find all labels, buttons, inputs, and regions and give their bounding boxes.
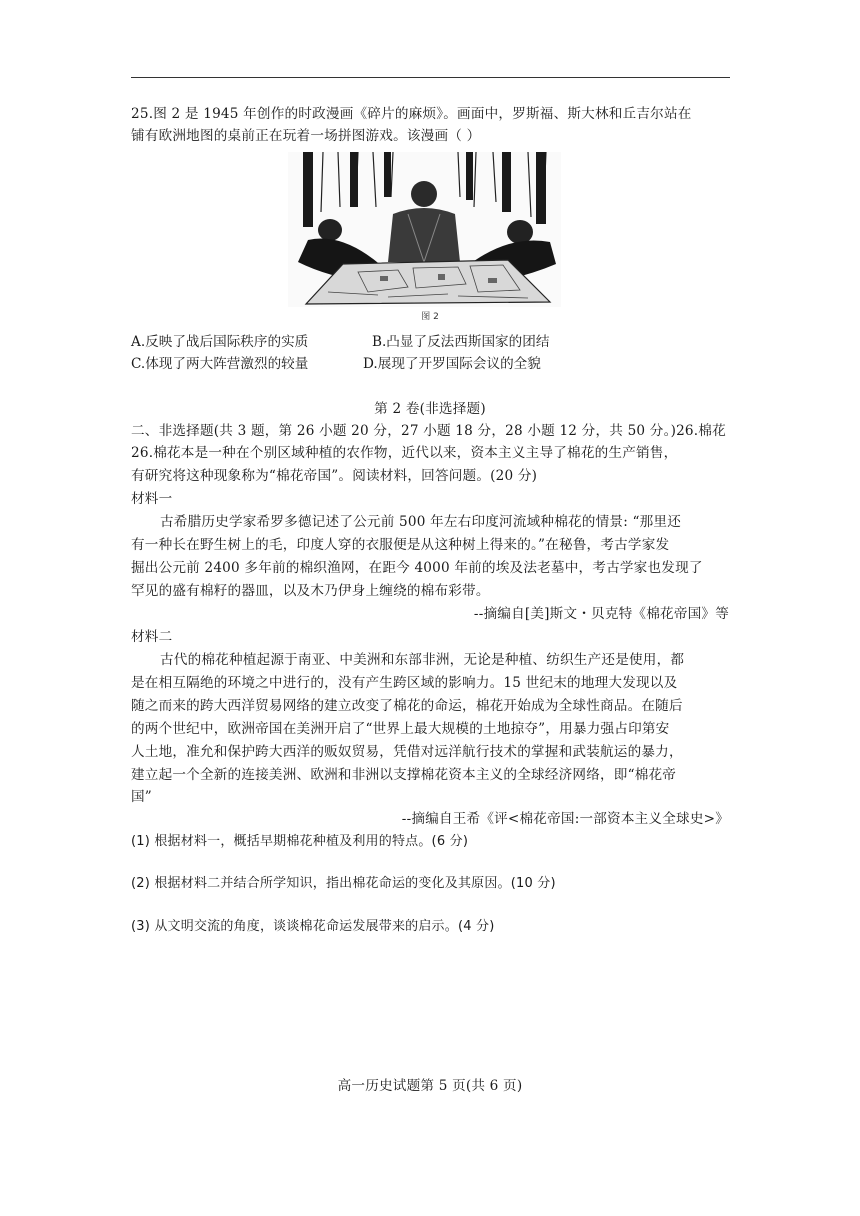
- material2-line: 是在相互隔绝的环境之中进行的，没有产生跨区域的影响力。15 世纪末的地理大发现以及: [131, 675, 678, 691]
- material1-heading: 材料一: [131, 491, 173, 507]
- section-title: 第 2 卷(非选择题): [374, 401, 486, 417]
- section-intro-line1: 二、非选择题(共 3 题，第 26 小题 20 分，27 小题 18 分，28 小题 12 分，共 50 分。)26.棉花: [131, 423, 726, 439]
- material2-line: 随之而来的跨大西洋贸易网络的建立改变了棉花的命运，棉花开始成为全球性商品。在随后: [131, 698, 683, 714]
- material1-source: --摘编自[美]斯文・贝克特《棉花帝国》等: [473, 606, 729, 622]
- material2-line: 的两个世纪中，欧洲帝国在美洲开启了“世界上最大规模的土地掠夺”，用暴力强占印第安: [131, 721, 670, 737]
- figure-caption: 图 2: [421, 312, 439, 322]
- option-d: D.展现了开罗国际会议的全貌: [363, 356, 541, 372]
- section-intro-line3: 有研究将这种现象称为“棉花帝国”。阅读材料，回答问题。(20 分): [131, 468, 538, 484]
- question-3: (3) 从文明交流的角度，谈谈棉花命运发展带来的启示。(4 分): [131, 919, 495, 934]
- header-rule: [131, 77, 730, 78]
- option-b: B.凸显了反法西斯国家的团结: [372, 334, 550, 350]
- material2-line: 建立起一个全新的连接美洲、欧洲和非洲以支撑棉花资本主义的全球经济网络，即“棉花帝: [131, 767, 677, 783]
- material2-line: 人土地，准允和保护跨大西洋的贩奴贸易，凭借对远洋航行技术的掌握和武装航运的暴力，: [131, 744, 683, 760]
- question-2: (2) 根据材料二并结合所学知识，指出棉花命运的变化及其原因。(10 分): [131, 876, 556, 891]
- political-cartoon-figure: [288, 152, 561, 307]
- material2-source: --摘编自王希《评<棉花帝国:一部资本主义全球史>》: [401, 811, 729, 827]
- q25-stem-line2: 铺有欧洲地图的桌前正在玩着一场拼图游戏。该漫画（ ）: [131, 128, 481, 144]
- material1-line: 有一种长在野生树上的毛，印度人穿的衣服便是从这种树上得来的。”在秘鲁，考古学家发: [131, 537, 670, 553]
- page-footer: 高一历史试题第 5 页(共 6 页): [337, 1078, 523, 1094]
- material1-line: 罕见的盛有棉籽的器皿，以及木乃伊身上缠绕的棉布彩带。: [131, 583, 490, 599]
- material1-line: 掘出公元前 2400 多年前的棉织渔网，在距今 4000 年前的埃及法老墓中，考古学家也发现了: [131, 560, 703, 576]
- option-c: C.体现了两大阵营激烈的较量: [131, 356, 309, 372]
- question-1: (1) 根据材料一，概括早期棉花种植及利用的特点。(6 分): [131, 834, 469, 849]
- option-a: A.反映了战后国际秩序的实质: [131, 334, 309, 350]
- material2-heading: 材料二: [131, 629, 173, 645]
- material2-line: 国”: [131, 789, 152, 805]
- material2-line: 古代的棉花种植起源于南亚、中美洲和东部非洲，无论是种植、纺织生产还是使用，都: [160, 652, 685, 668]
- material1-line: 古希腊历史学家希罗多德记述了公元前 500 年左右印度河流域种棉花的情景: “那里还: [160, 514, 682, 530]
- section-intro-line2: 26.棉花本是一种在个别区域种植的农作物，近代以来，资本主义主导了棉花的生产销售，: [131, 445, 678, 461]
- q25-stem-line1: 25.图 2 是 1945 年创作的时政漫画《碎片的麻烦》。画面中，罗斯福、斯大林和丘吉尔站在: [131, 106, 692, 122]
